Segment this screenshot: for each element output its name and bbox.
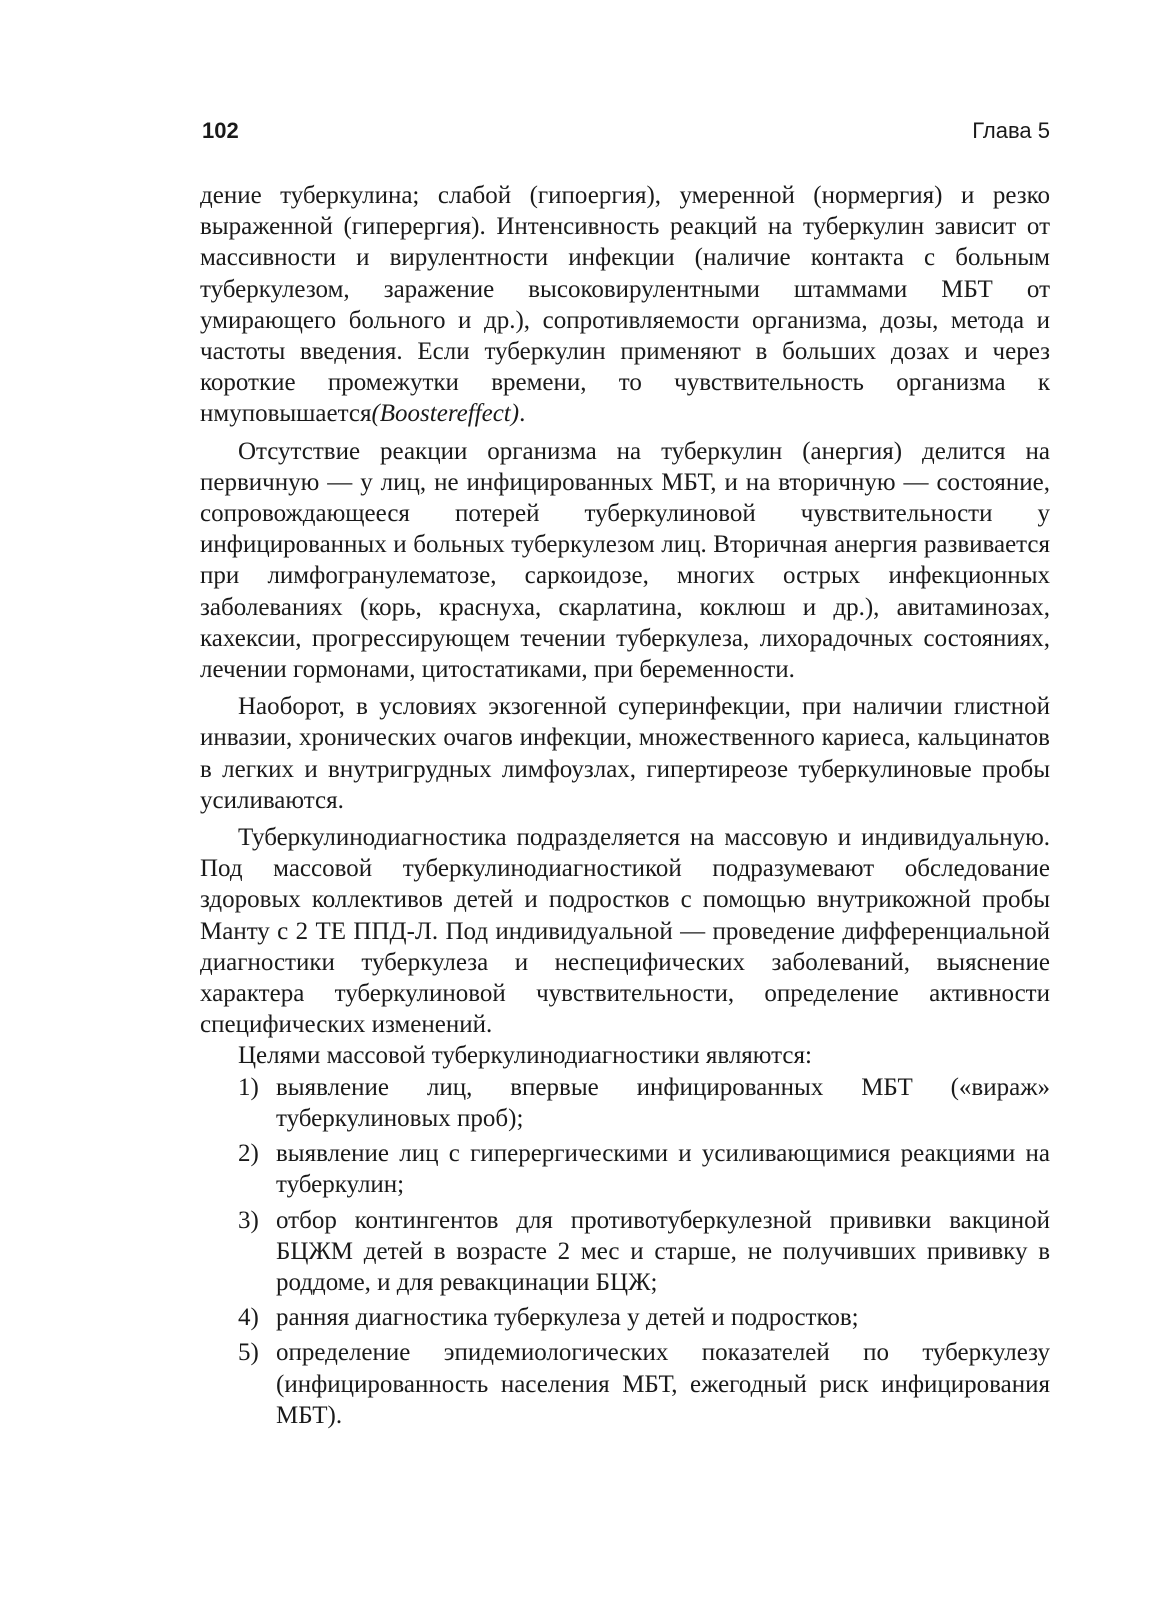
list-item-number: 2) (238, 1140, 259, 1168)
paragraph-text: дение туберкулина; слабой (гипоергия), умеренной (нормергия) и резко выраженной (гиперергия). Интенсивность реакций на туберкулин зависит от массивности и вирулентности инфекции (наличие контакта с больным туберкулезом, заражение высоковирулентными штаммами МБТ от умирающего больного и др.), сопротивляемости организма, дозы, метода и частоты введения. Если туберкулин применяют в больших дозах и через короткие промежутки времени, то чувствительность организма к нмуповышается (200, 182, 1050, 428)
list-item-text: выявление лиц с гиперергическими и усиливающимися реакциями на туберкулин; (276, 1140, 1050, 1199)
list-item-text: определение эпидемиологических показателей по туберкулезу (инфицированность населения МБТ, ежегодный риск инфицирования МБТ). (276, 1339, 1050, 1429)
list-item (200, 1138, 1050, 1200)
list-item-number: 5) (238, 1339, 259, 1367)
list-item (200, 1072, 1050, 1134)
paragraph-superinfection: Наоборот, в условиях экзогенной суперинфекции, при наличии глистной инвазии, хронических очагов инфекции, множественного кариеса, кальцинатов в легких и внутригрудных лимфоузлах, гипертиреозе туберкулиновые пробы усиливаются. (200, 693, 1050, 814)
paragraph-anergy: Отсутствие реакции организма на туберкулин (анергия) делится на первичную — у лиц, не инфицированных МБТ, и на вторичную — состояние, сопровождающееся потерей туберкулиновой чувствительности у инфицированных и больных туберкулезом лиц. Вторичная анергия развивается при лимфогранулематозе, саркоидозе, многих острых инфекционных заболеваниях (корь, краснуха, скарлатина, коклюш и др.), авитаминозах, кахексии, прогрессирующем течении туберкулеза, лихорадочных состояниях, лечении гормонами, цитостатиками, при беременности. (200, 437, 1050, 684)
list-item-text: выявление лиц, впервые инфицированных МБТ («вираж» туберкулиновых проб); (276, 1073, 1050, 1132)
running-head-chapter: Глава 5 (972, 118, 1050, 143)
list-item-text: отбор контингентов для противотуберкулезной прививки вакциной БЦЖМ детей в возрасте 2 мес и старше, не получивших прививку в роддоме, и для ревакцинации БЦЖ; (276, 1206, 1050, 1296)
list-item-text: ранняя диагностика туберкулеза у детей и подростков; (276, 1304, 859, 1332)
list-item-number: 3) (238, 1206, 259, 1234)
body-text (200, 180, 1050, 1431)
goals-list (200, 1072, 1050, 1431)
list-item (200, 1302, 1050, 1333)
page-header (202, 114, 1050, 148)
paragraph-tuberculin-reactions (200, 180, 1050, 430)
page-number: 102 (202, 118, 239, 143)
list-item-number: 1) (238, 1073, 259, 1101)
paragraph-tail: . (519, 400, 526, 428)
list-item-number: 4) (238, 1304, 259, 1332)
booster-effect-term: (Boostereffect) (371, 400, 520, 428)
list-item (200, 1205, 1050, 1299)
paragraph-tuberculin-diagnostics: Туберкулинодиагностика подразделяется на массовую и индивидуальную. Под массовой туберкулинодиагностикой подразумевают обследование здоровых коллективов детей и подростков с помощью внутрикожной пробы Манту с 2 ТЕ ППД-Л. Под индивидуальной — проведение дифференциальной диагностики туберкулеза и неспецифических заболеваний, выяснение характера туберкулиновой чувствительности, определение активности специфических изменений. (200, 824, 1050, 1039)
list-item (200, 1337, 1050, 1431)
list-intro: Целями массовой туберкулинодиагностики являются: (238, 1042, 812, 1070)
